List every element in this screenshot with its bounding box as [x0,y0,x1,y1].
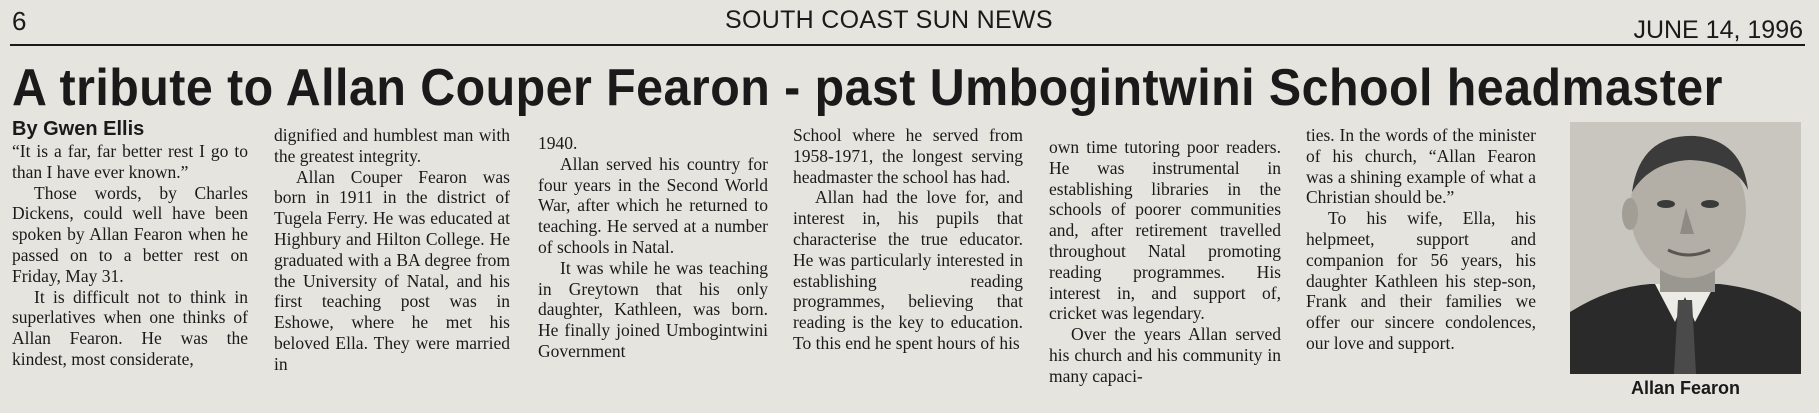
portrait-image [1570,122,1801,374]
paragraph: To his wife, Ella, his helpmeet, support and companion for 56 years, his daughter Kathleen his step-son, Frank and their families we offer our sincere condolences, our love and support. [1306,208,1536,353]
newspaper-name: SOUTH COAST SUN NEWS [725,6,1053,34]
article-column-4 [793,125,1023,354]
issue-date: JUNE 14, 1996 [1633,16,1803,44]
paragraph: Allan served his country for four years in the Second World War, after which he returned to teaching. He served at a number of schools in Natal. [538,153,768,257]
page-number: 6 [12,6,27,36]
paragraph: 1940. [538,133,578,153]
paragraph: Those words, by Charles Dickens, could well have been spoken by Allan Fearon when he passed on to a better rest on Friday, May 31. [12,182,248,286]
portrait-photo [1570,122,1801,374]
masthead [0,0,1819,46]
paragraph: It is difficult not to think in superlatives when one thinks of Allan Fearon. He was the kindest, most considerate, [12,286,248,369]
paragraph: Allan Couper Fearon was born in 1911 in the district of Tugela Ferry. He was educated at Highbury and Hilton College. He graduated with a BA degree from the University of Natal, and his first teaching post was in Eshowe, where he met his beloved Ella. They were married in [274,166,510,374]
masthead-rule [10,44,1805,46]
article-column-6 [1306,125,1536,354]
paragraph: School where he served from 1958-1971, the longest serving headmaster the school has had. [793,125,1023,187]
paragraph: “It is a far, far better rest I go to than I have ever known.” [12,141,248,182]
paragraph: It was while he was teaching in Greytown that his only daughter, Kathleen, was born. He finally joined Umbogintwini Government [538,257,768,361]
photo-caption: Allan Fearon [1630,378,1741,398]
paragraph: Over the years Allan served his church and his community in many capaci- [1049,324,1281,386]
article-headline: A tribute to Allan Couper Fearon - past Umbogintwini School headmaster [12,59,1723,117]
article-column-1 [12,118,248,370]
article-column-3 [538,133,768,362]
paragraph: dignified and humblest man with the greatest integrity. [274,125,510,166]
article-column-2 [274,125,510,375]
paragraph: own time tutoring poor readers. He was instrumental in establishing libraries in the schools of poorer communities and, after retirement travelled throughout Natal promoting reading programmes. His interest in, and support of, cricket was legendary. [1049,137,1281,324]
paragraph: Allan had the love for, and interest in, his pupils that characterise the true educator. He was particularly interested in establishing reading programmes, believing that reading is the key to education. To this end he spent hours of his [793,187,1023,353]
paragraph: ties. In the words of the minister of his church, “Allan Fearon was a shining example of what a Christian should be.” [1306,125,1536,208]
article-column-5 [1049,137,1281,387]
byline: By Gwen Ellis [12,118,145,140]
